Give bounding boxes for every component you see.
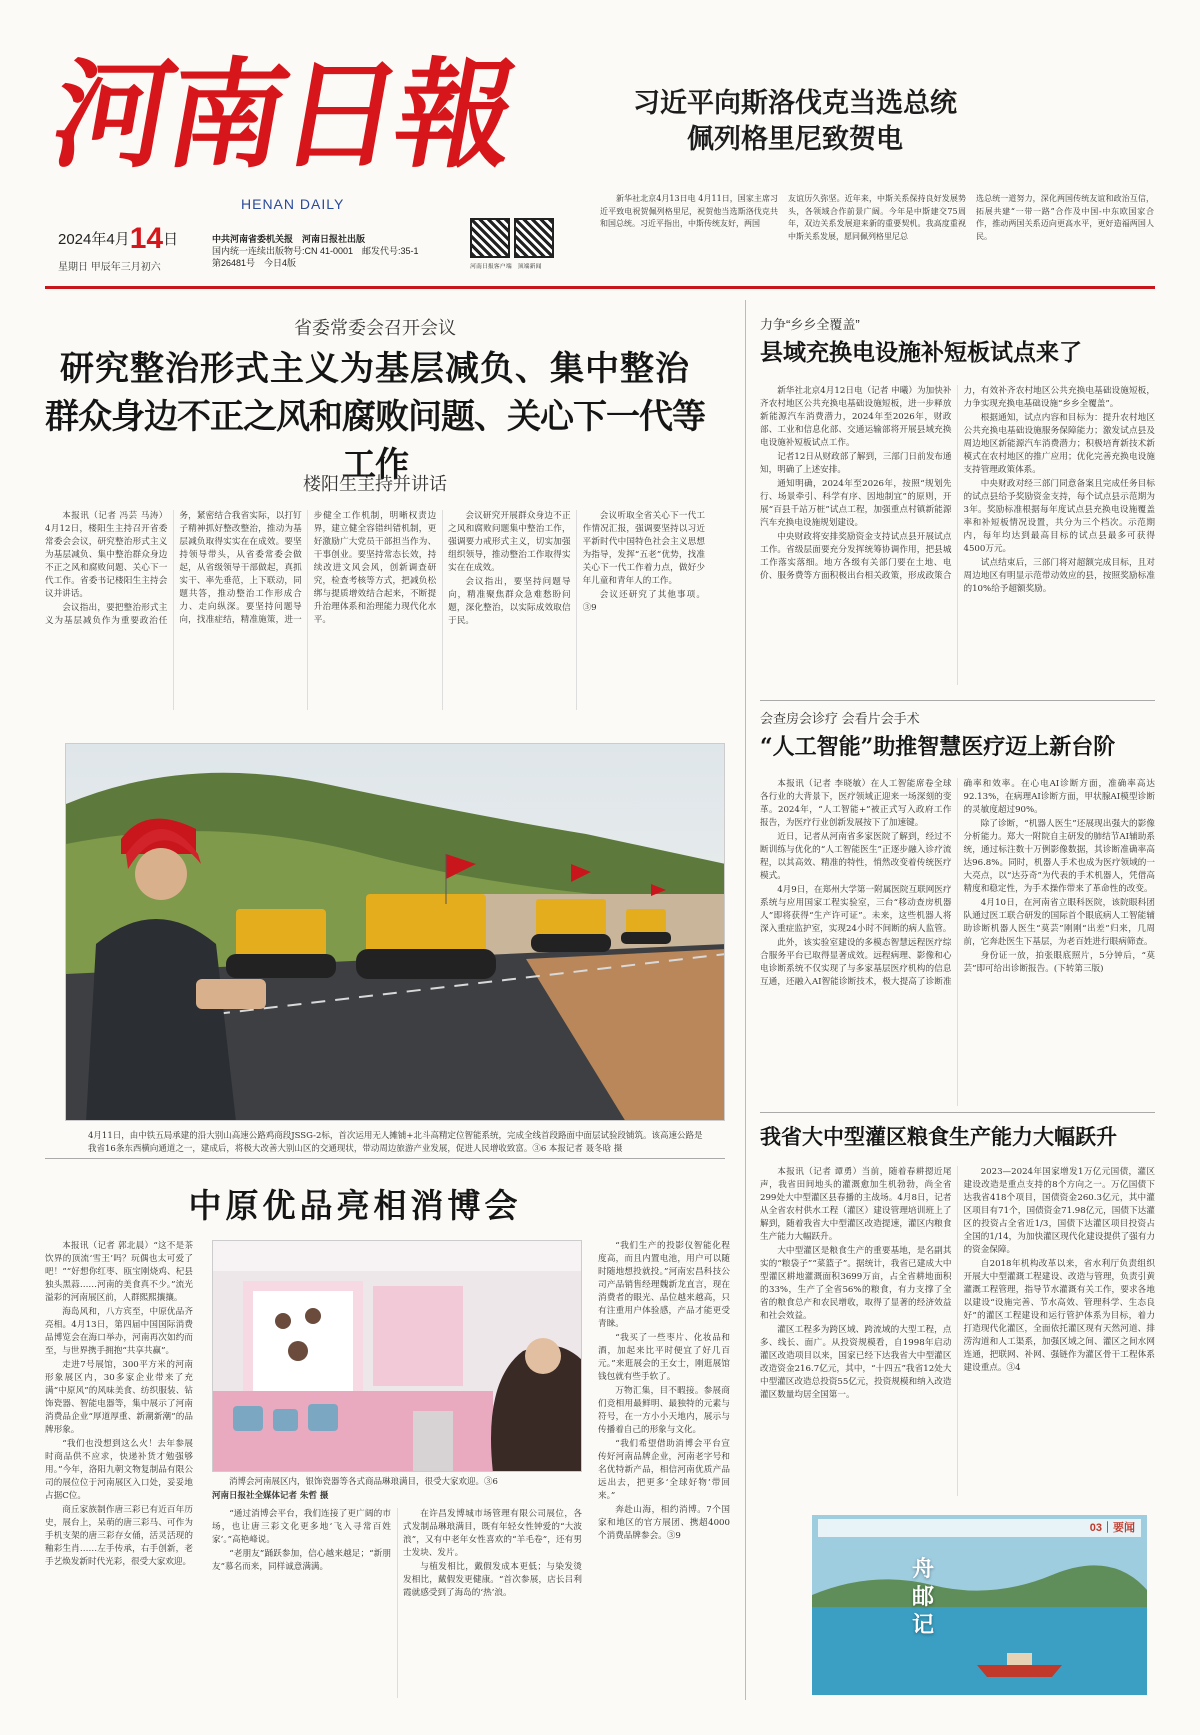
qr-codes: [470, 218, 550, 278]
charging-paragraph: 中央财政对经三部门同意备案且完成任务目标的试点县给予奖励资金支持，每个试点县示范期为3年。奖励标准根据每年度试点县充换电设施覆盖率和补短板情况设置，共分为三个档次。示范期内，每年均达到最高目标的试点县最多可获得4500万元。: [963, 479, 1155, 554]
expo-photo-credit: 河南日报社全媒体记者 朱哲 摄: [212, 1491, 329, 1501]
lead-paragraph: 会议研究开展群众身边不正之风和腐败问题集中整治工作，强调要力戒形式主义，切实加强组织领导，推动整治工作取得实实在在成效。: [448, 511, 571, 573]
expo-photo-caption: 消博会河南展区内，银饰瓷器等各式商品琳琅满目，很受大家欢迎。③6: [229, 1477, 498, 1487]
qr-label: 河南日报客户端 顶端新闻: [470, 263, 542, 270]
lead-headline[interactable]: [45, 345, 705, 489]
expo-paragraph: “我买了一些枣片、化妆品和酒，加起来比平时便宜了好几百元。”来逛展会的王女士，刚逛展馆钱包就有些手软了。: [598, 1333, 730, 1382]
ai-paragraph: 本报讯（记者 李晓敏）在人工智能席卷全球各行业的大背景下，医疗领域正迎来一场深刻的变革。2024年，“人工智能+”被正式写入政府工作报告，为医疗行业创新发展按下了加速键。: [760, 779, 952, 828]
promo-page-tag: 03｜要闻: [818, 1519, 1141, 1537]
ai-paragraph: 4月10日，在河南省立眼科医院，该院眼科团队通过医工联合研发的国际首个眼底病人工智能辅助诊断机器人医生“莫芸”刚刚“出差”归来，几周前，它奔赴医生下基层，为老百姓进行眼病筛查。: [963, 898, 1155, 947]
grain-paragraph: 大中型灌区是粮食生产的重要基地，是名副其实的“粮袋子”“菜篮子”。据统计，我省已建成大中型灌区耕地灌溉面积3699万亩，占全省耕地面积的33%，生产了全省56%的粮食，有力支撑了全省的粮食总产和农民增收，取得了显著的经济效益和社会效益。: [760, 1246, 952, 1321]
date-month: 2024年4月: [58, 231, 130, 248]
expo-col-right: [598, 1240, 730, 1690]
expo-paragraph: 奔赴山海，相约消博。7个国家和地区的官方展团、携超4000个消费品牌参会。③9: [598, 1505, 730, 1541]
charging-paragraph: 新华社北京4月12日电（记者 申曦）为加快补齐农村地区公共充换电基础设施短板，进一步释放新能源汽车消费潜力，2024年至2026年，财政部、工业和信息化部、交通运输部将开展县域充换电设施补短板试点工作。: [760, 386, 952, 448]
lead-subhead: 楼阳生主持并讲话: [303, 474, 447, 494]
top-headline-line: 佩列格里尼致贺电: [687, 124, 903, 154]
column-divider: [745, 300, 746, 1700]
expo-col-bottom: [212, 1508, 582, 1698]
charging-paragraph: 试点结束后，三部门将对超额完成目标，且对周边地区有明显示范带动效应的县，按照奖励标准的10%给予超额奖励。: [963, 558, 1155, 594]
publisher-line: 中共河南省委机关报 河南日报社出版: [212, 234, 366, 244]
grain-paragraph: 自2018年机构改革以来，省水利厅负责组织开展大中型灌溉工程建设、改造与管理，负责引黄灌溉工程管理，指导节水灌溉有关工作，要求各地以建设“设施完善、节水高效、管理科学、生态良好”的灌区工程建设和运行管护体系为目标，着力打造现代化灌区，全面依托灌区现有天然河道、排涝沟道和人工渠系，加强区域之间、灌区之间水网连通，把联网、补网、强链作为灌区骨干工程体系建设重点。③4: [963, 1259, 1155, 1373]
expo-col-left: [45, 1240, 193, 1690]
road-photo-illustration: [66, 744, 725, 1121]
charging-paragraph: 记者12日从财政部了解到，三部门日前发布通知，明确了上述安排。: [760, 452, 952, 475]
promo-banner[interactable]: [812, 1515, 1147, 1695]
expo-paragraph: 万物汇集，目不暇接。参展商们竞相用最鲜明、最独特的元素与符号，在一方小小天地内，展示与传播着自己的形象与文化。: [598, 1386, 730, 1435]
road-construction-photo[interactable]: [65, 743, 725, 1121]
expo-headline[interactable]: 中原优品亮相消博会: [188, 1186, 522, 1225]
section-divider: [760, 1112, 1155, 1113]
lead-paragraph: 会议指出，要把整治形式主义为基层减负作为重要政治任务，紧密结合我省实际，以打钉子精神抓好整改整治，推动为基层减负取得实实在在成效。要坚持领导带头，从省委常委会做起，从省级领导干部做起，真抓实干、率先垂范，上下联动，同题共答，推动整治工作形成合力、走向纵深。要坚持问题导向，找准症结，精准施策，进一步健全工作机制，明晰权责边界，建立健全容错纠错机制，更好激励广大党员干部担当作为、干事创业。要坚持常态长效，持续改进文风会风，创新调查研究，检查考核等方式，把减负松绑与提质增效结合起来，不断提升治理体系和治理能力现代化水平。: [45, 511, 437, 626]
expo-paragraph: “老朋友”踊跃参加，信心越来越足；“新朋友”慕名而来，同样诚意满满。: [212, 1549, 391, 1572]
qr-code-icon[interactable]: [470, 218, 510, 258]
issn-line: 国内统一连续出版物号:CN 41-0001 邮发代号:35-1: [212, 246, 419, 256]
expo-paragraph: “我们希望借助消博会平台宣传好河南品牌企业，河南老字号和名优特新产品，相信河南优质产品远出去，把更多‘全球好物’带回来。”: [598, 1439, 730, 1501]
ai-paragraph: 近日，记者从河南省多家医院了解到，经过不断训练与优化的“人工智能医生”正逐步融入诊疗流程，以其高效、精准的特性，悄然改变着传统医疗模式。: [760, 832, 952, 881]
ai-kicker: 会查房会诊疗 会看片会手术: [760, 711, 920, 726]
newspaper-name-en: HENAN DAILY: [241, 196, 345, 212]
top-story-col: 友谊历久弥坚。近年来，中斯关系保持良好发展势头，各领域合作前景广阔。今年是中斯建交75周年，双边关系发展迎来新的重要契机。我高度重视中斯关系发展，愿同佩列格里尼总: [788, 194, 966, 241]
top-story-col: 新华社北京4月13日电 4月11日，国家主席习近平致电祝贺佩列格里尼，祝贺他当选斯洛伐克共和国总统。习近平指出，中斯传统友好，两国: [600, 194, 778, 228]
lead-kicker: 省委常委会召开会议: [294, 318, 456, 338]
charging-paragraph: 根据通知，试点内容和目标为：提升农村地区公共充换电基础设施服务保障能力；激发试点县及周边地区新能源汽车消费潜力；积极培育新技术新模式在农村地区的推广应用；优化完善充换电设施支持管理政策体系。: [963, 413, 1155, 475]
expo-paragraph: 海岛风和，八方宾至，中原优品齐亮相。4月13日，第四届中国国际消费品博览会在海口举办，河南再次如约而至，与世界携手拥抱“共享共赢”。: [45, 1307, 193, 1356]
weekday-lunar: 星期日 甲辰年三月初六: [58, 262, 161, 273]
charging-body: [760, 385, 1155, 685]
masthead-divider: [45, 286, 1155, 289]
section-divider: [760, 700, 1155, 701]
expo-paragraph: 与植发相比，戴假发成本更低；与染发烫发相比，戴假发更健康。“首次参展，店长吕利霞就感受到了海岛的‘热’浪。: [403, 1562, 582, 1598]
masthead-logo: [42, 40, 525, 240]
charging-paragraph: 中央财政将安排奖励资金支持试点县开展试点工作。省级层面要充分发挥统筹协调作用，把县城工作落实落细。地方各级有关部门要在土地、电价、服务费等方面积极出台相关政策，形成政策合力，有效补齐农村地区公共充换电基础设施短板，力争实现充换电基础设施“乡乡全覆盖”。: [760, 386, 1155, 581]
grain-body: [760, 1166, 1155, 1496]
ai-paragraph: 除了诊断，“机器人医生”还展现出强大的影像分析能力。郑大一附院自主研发的肺结节AI辅助系统，通过标注数十万例影像数据，其诊断准确率高达96.8%。同时，机器人手术也成为医疗领域的一大亮点，以“达芬奇”为代表的手术机器人，凭借高精度和稳定性，为手术操作带来了革命性的改变。: [963, 819, 1155, 894]
ai-headline[interactable]: “人工智能”助推智慧医疗迈上新台阶: [760, 734, 1116, 760]
charging-kicker: 力争“乡乡全覆盖”: [760, 317, 860, 332]
expo-paragraph: 走进7号展馆，300平方米的河南形象展区内，30多家企业带来了充满“中原风”的风味美食、纺织服装、钻饰瓷器、智能电器等，集中展示了河南消费品企业“厚道厚重、新潮新潮”的品牌形象。: [45, 1360, 193, 1435]
expo-paragraph: 本报讯（记者 郭北晨）“这不是茶饮界的顶流‘雪王’吗？玩偶也太可爱了吧！”“好想你红枣、瓯宝刚烧鸡、杞县独头黑蒜……河南的美食真不少。”流光溢彩的河南展区前，人群熙熙攘攘。: [45, 1241, 193, 1303]
promo-illustration: [812, 1515, 1147, 1695]
expo-paragraph: “通过消博会平台，我们连接了更广阔的市场，也让唐三彩文化更多地‘飞入寻常百姓家’。”高艳峰说。: [212, 1509, 391, 1545]
ai-paragraph: 4月9日，在郑州大学第一附属医院互联网医疗系统与应用国家工程实验室，三台“移动查房机器人”即将获得“生产许可证”。未来，这些机器人将深入重症监护室，实现24小时不间断的病人监管。: [760, 885, 952, 934]
grain-paragraph: 2023—2024年国家增发1万亿元国债，灌区建设改造是重点支持的8个方向之一。万亿国债下达我省418个项目，国债资金260.3亿元，其中灌区项目有71个，国债资金71.98亿元，国债下达灌区的投资占全省近1/3，国债下达灌区项目投资占全国的1/14，为加快灌区现代化建设提供了强有力的资金保障。: [963, 1167, 1155, 1255]
top-headline-line: 习近平向斯洛伐克当选总统: [633, 88, 957, 118]
charging-paragraph: 通知明确，2024年至2026年，按照“规划先行、场景牵引、科学有序、因地制宜”的原则，开展“百县千站万桩”试点工程，加强重点村镇新能源汽车充换电设施规划建设。: [760, 479, 952, 528]
newspaper-name: 河南日報: [42, 45, 524, 184]
lead-headline-line: 研究整治形式主义为基层减负、集中整治: [60, 349, 690, 389]
grain-paragraph: 本报讯（记者 谭勇）当前，随着春耕摁近尾声，我省田间地头的灌溉愈加生机勃勃，尚全省299处大中型灌区县春播的主战场。4月8日，记者从全省农村供水工程（灌区）建设管理培训班上了解到，随着我省大中型灌区改造提速，灌区内粮食生产能力大幅跃升。: [760, 1167, 952, 1242]
expo-paragraph: 在许昌发博城市场管理有限公司展位，各式发制品琳琅满目，既有年轻女性钟爱的“大波浪”，又有中老年女性喜欢的“羊毛卷”，还有男士发块、发片。: [403, 1509, 582, 1558]
charging-headline[interactable]: 县域充换电设施补短板试点来了: [760, 339, 1082, 366]
expo-paragraph: “我们生产的投影仪智能化程度高，而且内置电池，用户可以随时随地想投就投。”河南宏昌科技公司产品销售经理魏新龙直言，现在消费者的眼光、品位越来越高，只有注重用户体验感，产品才能更受青睐。: [598, 1241, 730, 1329]
main-photo-caption: 4月11日，由中铁五局承建的沿大别山高速公路鸡商段JSSG-2标，首次运用无人摊铺+北斗高精定位智能系统，完成全线首段路面中面层试验段铺筑。该高速公路是我省16条东西横向通道之一，建成后，将极大改善大别山区的交通现状，带动周边旅游产业发展，促进人民增收致富。③6 本报记者 聂冬晗 摄: [88, 1131, 703, 1154]
expo-paragraph: “我们也没想到这么火！去年参展时商品供不应求，快递补货才勉强够用。”今年，洛阳九朝文物复制品有限公司的展位位于河南展区入口处，妥妥地占据C位。: [45, 1439, 193, 1501]
lead-paragraph: 会议还研究了其他事项。③9: [582, 590, 705, 613]
issue-number: 第26481号 今日4版: [212, 258, 297, 268]
promo-title: 舟邮记: [912, 1556, 935, 1638]
ai-body: [760, 778, 1155, 1106]
lead-paragraph: 会议听取全省关心下一代工作情况汇报，强调要坚持以习近平新时代中国特色社会主义思想为指导，发挥“五老”优势，找准关心下一代工作着力点，做好少年儿童和青年人的工作。: [582, 511, 705, 586]
lead-headline-line: 群众身边不正之风和腐败问题、关心下一代等工作: [45, 397, 705, 485]
ai-paragraph: 身份证一放，拍张眼底照片，5分钟后，“莫芸”即可给出诊断报告。(下转第三版): [963, 951, 1155, 974]
publisher-info: [212, 233, 422, 269]
grain-headline[interactable]: 我省大中型灌区粮食生产能力大幅跃升: [760, 1124, 1117, 1149]
expo-photo[interactable]: [212, 1240, 582, 1472]
qr-code-icon[interactable]: [514, 218, 554, 258]
expo-paragraph: 商丘家族制作唐三彩已有近百年历史，展台上，呆萌的唐三彩马、可作为手机支架的唐三彩存女俑，活灵活现的釉彩生肖……左手传承，右手创新，老手艺焕发新时代光彩，很受大家欢迎。: [45, 1505, 193, 1567]
top-story-col: 选总统一道努力，深化两国传统友谊和政治互信，拓展共建“一带一路”合作及中国-中东欧国家合作，推动两国关系迈向更高水平，更好造福两国人民。: [976, 194, 1154, 241]
lead-paragraph: 会议指出，要坚持问题导向，精准聚焦群众急难愁盼问题，深化整治，以实际成效取信于民。: [448, 577, 571, 626]
lead-paragraph: 本报讯（记者 冯芸 马涛）4月12日，楼阳生主持召开省委常委会会议，研究整治形式主义为基层减负、集中整治群众身边不正之风和腐败问题、关心下一代工作。省委书记楼阳生主持会议并讲话。: [45, 511, 168, 599]
date-suffix: 日: [163, 231, 179, 248]
lead-body: [45, 510, 705, 710]
top-story-headline[interactable]: [590, 85, 1000, 157]
expo-photo-illustration: [213, 1241, 582, 1472]
date-day: 14: [129, 222, 164, 255]
top-story-body: [600, 193, 1155, 244]
grain-paragraph: 灌区工程多为跨区域、跨流域的大型工程，点多、线长、面广。从投资规模看，自1998年启动灌区改造项目以来，国家已经下达我省大中型灌区改造资金216.7亿元，其中，“十四五”我省12处大中型灌区改造总投资55亿元，投资规模和纳入改造灌区数量均居全国第一。: [760, 1325, 952, 1400]
ai-paragraph: 此外，该实验室建设的多模态智慧远程医疗综合服务平台已取得显著成效。远程病理、影像和心电诊断系统不仅实现了与多家基层医疗机构的信息互通，还融入AI智能诊断技术，极大提高了诊断准确率和效率。在心电AI诊断方面，准确率高达92.13%，在病理AI诊断方面，甲状腺AI模型诊断的灵敏度超过90%。: [760, 779, 1155, 987]
section-divider: [45, 1158, 725, 1159]
